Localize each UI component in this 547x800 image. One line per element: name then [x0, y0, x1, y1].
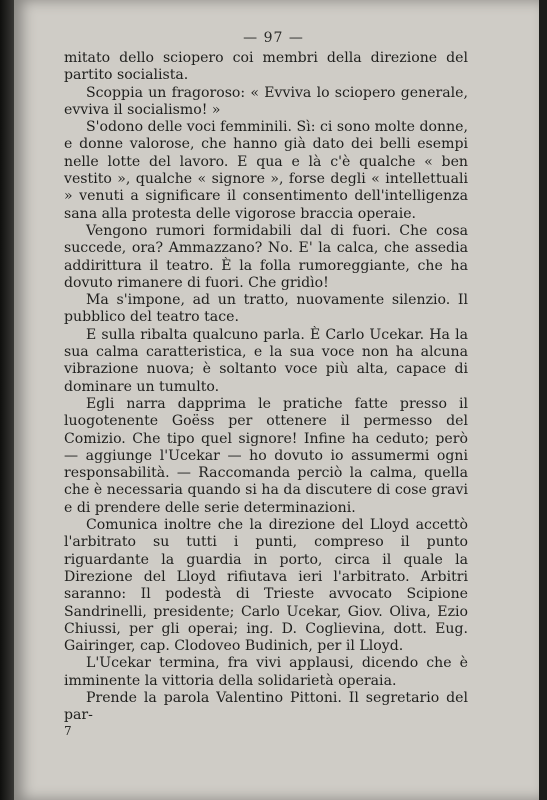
- paragraph-8: Comunica inoltre che la direzione del Lloyd accettò l'arbitrato su tutti i punti, compreso il punto riguardante la guardia in porto, circa il quale la Direzione del Lloyd rifiutava ieri l'arbitrato. Arbitri saranno: Il podestà di Trieste avvocato Scipione Sandrinelli, presidente; Carlo Ucekar, Giov. Oliva, Ezio Chiussi, per gli operai; ing. D. Coglievina, dott. Eug. Gairinger, cap. Clodoveo Budinich, per il Lloyd.: [64, 517, 468, 655]
- paragraph-7: Egli narra dapprima le pratiche fatte presso il luogotenente Goëss per ottenere il permesso del Comizio. Che tipo quel signore! Infine ha ceduto; però — aggiunge l'Ucekar — ho dovuto io assumermi ogni responsabilità. — Raccomanda perciò la calma, quella che è necessaria quando si ha da discutere di cose gravi e di prendere delle serie determinazioni.: [64, 395, 468, 516]
- paragraph-5: Ma s'impone, ad un tratto, nuovamente silenzio. Il pubblico del teatro tace.: [64, 292, 468, 326]
- paragraph-2: Scoppia un fragoroso: « Evviva lo sciopero generale, evviva il socialismo! »: [64, 84, 468, 118]
- paragraph-3: S'odono delle voci femminili. Sì: ci sono molte donne, e donne valorose, che hanno già dato dei belli esempi nelle lotte del lavoro. E qua e là c'è qualche « ben vestito », qualche « signore », forse degli « intellettuali » venuti a significare il consentimento dell'intelligenza sana alla protesta delle vigorose braccia operaie.: [64, 119, 468, 222]
- signature-mark: 7: [64, 724, 72, 738]
- body-text: [64, 50, 468, 725]
- paragraph-6: E sulla ribalta qualcuno parla. È Carlo Ucekar. Ha la sua calma caratteristica, e la sua voce non ha alcuna vibrazione nuova; è soltanto voce più alta, capace di dominare un tumulto.: [64, 326, 468, 395]
- paragraph-9: L'Ucekar termina, fra vivi applausi, dicendo che è imminente la vittoria della solidarietà operaia.: [64, 655, 468, 689]
- paragraph-1: mitato dello sciopero coi membri della direzione del partito socialista.: [64, 50, 468, 84]
- book-spine-shadow: [0, 0, 14, 800]
- paragraph-4: Vengono rumori formidabili dal di fuori. Che cosa succede, ora? Ammazzano? No. E' la calca, che assedia addirittura il teatro. È la folla rumoreggiante, che ha dovuto rimanere di fuori. Che gridìo!: [64, 222, 468, 291]
- paragraph-10: Prende la parola Valentino Pittoni. Il segretario del par-: [64, 689, 468, 724]
- page-number: — 97 —: [243, 30, 304, 46]
